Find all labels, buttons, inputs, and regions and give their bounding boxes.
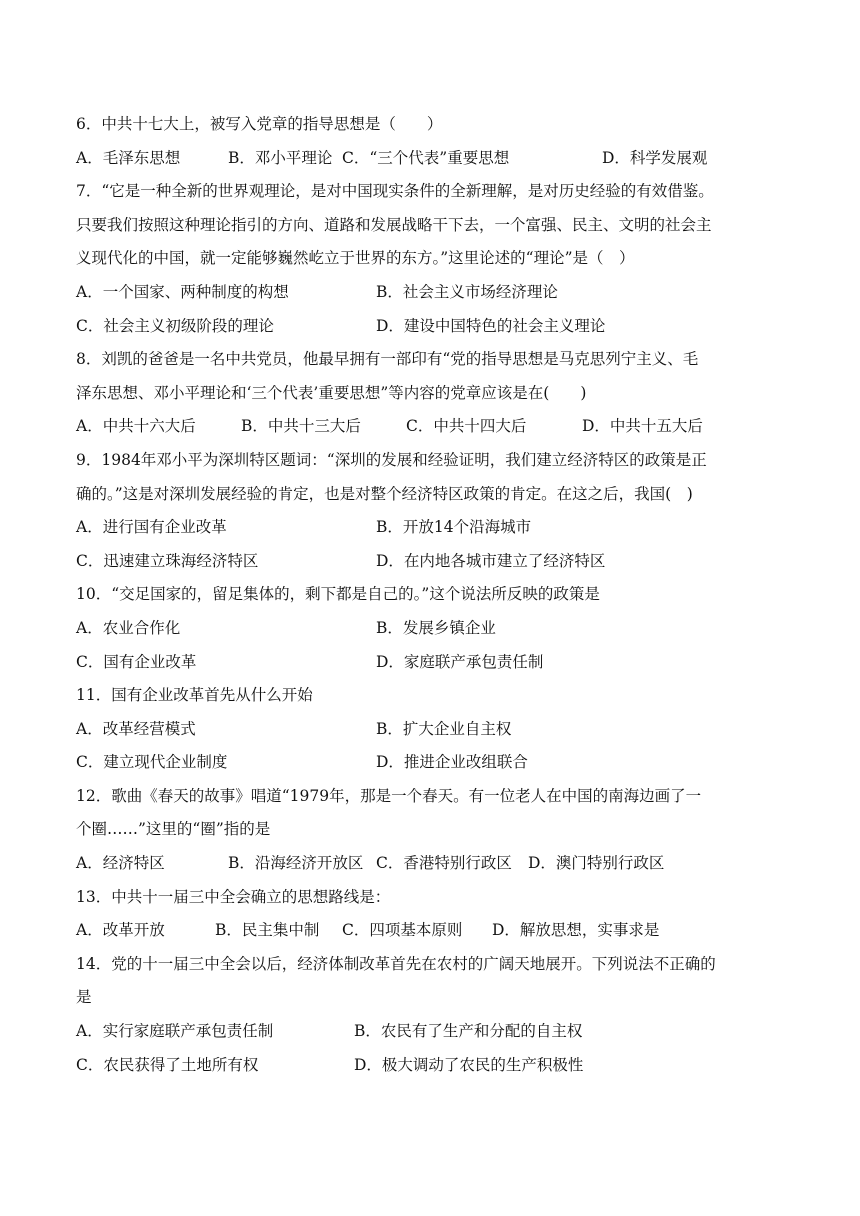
question-12-options	[76, 847, 788, 881]
question-9-options-row-2	[76, 545, 788, 579]
option-b: B．中共十三大后	[241, 417, 361, 436]
option-c: C．社会主义初级阶段的理论	[76, 316, 274, 335]
question-9-stem-line-2: 确的。”这是对深圳发展经验的肯定，也是对整个经济特区政策的肯定。在这之后，我国( )	[76, 484, 693, 503]
option-b: B．扩大企业自主权	[376, 719, 512, 738]
option-a: A．一个国家、两种制度的构想	[76, 282, 289, 301]
question-7-stem-line-2: 只要我们按照这种理论指引的方向、道路和发展战略干下去，一个富强、民主、文明的社会主	[76, 215, 712, 234]
option-d: D．家庭联产承包责任制	[376, 652, 544, 671]
question-list	[76, 108, 788, 1082]
option-a: A．实行家庭联产承包责任制	[76, 1022, 274, 1041]
question-13-stem: 13．中共十一届三中全会确立的思想路线是：	[76, 887, 391, 906]
question-6-stem: 6．中共十七大上，被写入党章的指导思想是（ ）	[76, 115, 443, 133]
question-7-stem-line-3: 义现代化的中国，就一定能够巍然屹立于世界的东方。”这里论述的“理论”是（ ）	[76, 249, 635, 268]
option-b: B．发展乡镇企业	[376, 618, 496, 637]
option-b: B．沿海经济开放区	[228, 854, 364, 873]
option-d: D．推进企业改组联合	[376, 753, 528, 772]
question-8-stem-line-1: 8．刘凯的爸爸是一名中共党员，他最早拥有一部印有“党的指导思想是马克思列宁主义、毛	[76, 350, 699, 369]
question-13	[76, 881, 788, 948]
question-10	[76, 578, 788, 679]
question-7-options-row-2	[76, 310, 788, 344]
question-7-options-row-1	[76, 276, 788, 310]
question-13-options	[76, 914, 788, 948]
option-c: C．香港特别行政区	[376, 854, 512, 873]
option-d: D．中共十五大后	[582, 417, 703, 436]
question-14-options-row-1	[76, 1015, 788, 1049]
question-11-options-row-2	[76, 746, 788, 780]
question-12	[76, 780, 788, 881]
option-d: D．科学发展观	[602, 148, 708, 167]
question-11	[76, 679, 788, 780]
option-c: C．农民获得了土地所有权	[76, 1055, 259, 1074]
question-8-options	[76, 410, 788, 444]
question-10-stem: 10．“交足国家的，留足集体的，剩下都是自己的。”这个说法所反映的政策是	[76, 585, 600, 604]
option-a: A．改革经营模式	[76, 719, 196, 738]
option-d: D．澳门特别行政区	[528, 854, 665, 873]
option-a: A．改革开放	[76, 921, 165, 940]
question-7	[76, 175, 788, 343]
question-12-stem-line-2: 个圈……”这里的“圈”指的是	[76, 820, 271, 839]
question-14-options-row-2	[76, 1049, 788, 1083]
question-9-options-row-1	[76, 511, 788, 545]
option-b: B．邓小平理论	[228, 148, 333, 167]
option-a: A．农业合作化	[76, 618, 181, 637]
question-6	[76, 108, 788, 175]
option-b: B．农民有了生产和分配的自主权	[354, 1022, 583, 1041]
question-10-options-row-2	[76, 646, 788, 680]
option-c: C．四项基本原则	[342, 921, 463, 940]
question-6-options	[76, 142, 788, 176]
option-c: C．建立现代企业制度	[76, 753, 228, 772]
question-11-options-row-1	[76, 713, 788, 747]
option-d: D．在内地各城市建立了经济特区	[376, 551, 606, 570]
option-d: D．解放思想，实事求是	[492, 921, 660, 940]
option-b: B．开放14个沿海城市	[376, 518, 532, 537]
question-7-stem-line-1: 7．“它是一种全新的世界观理论，是对中国现实条件的全新理解，是对历史经验的有效借鉴。	[76, 182, 714, 201]
option-a: A．中共十六大后	[76, 417, 196, 436]
option-a: A．经济特区	[76, 854, 165, 873]
question-10-options-row-1	[76, 612, 788, 646]
option-a: A．毛泽东思想	[76, 148, 181, 167]
question-8	[76, 343, 788, 444]
option-c: C．迅速建立珠海经济特区	[76, 551, 259, 570]
question-14-stem-line-1: 14．党的十一届三中全会以后，经济体制改革首先在农村的广阔天地展开。下列说法不正确的	[76, 954, 716, 973]
question-11-stem: 11．国有企业改革首先从什么开始	[76, 686, 313, 705]
option-b: B．社会主义市场经济理论	[376, 282, 558, 301]
question-12-stem-line-1: 12．歌曲《春天的故事》唱道“1979年，那是一个春天。有一位老人在中国的南海边画了一	[76, 786, 702, 805]
question-14-stem-line-2: 是	[76, 988, 92, 1007]
question-8-stem-line-2: 泽东思想、邓小平理论和‘三个代表’重要思想”等内容的党章应该是在( )	[76, 383, 587, 402]
question-9-stem-line-1: 9．1984年邓小平为深圳特区题词：“深圳的发展和经验证明，我们建立经济特区的政策是正	[76, 450, 707, 469]
option-b: B．民主集中制	[215, 921, 320, 940]
question-14	[76, 948, 788, 1082]
question-9	[76, 444, 788, 578]
option-d: D．极大调动了农民的生产积极性	[354, 1055, 584, 1074]
option-c: C．中共十四大后	[406, 417, 527, 436]
option-c: C．“三个代表”重要思想	[342, 148, 510, 167]
option-c: C．国有企业改革	[76, 652, 197, 671]
option-a: A．进行国有企业改革	[76, 518, 227, 537]
option-d: D．建设中国特色的社会主义理论	[376, 316, 606, 335]
